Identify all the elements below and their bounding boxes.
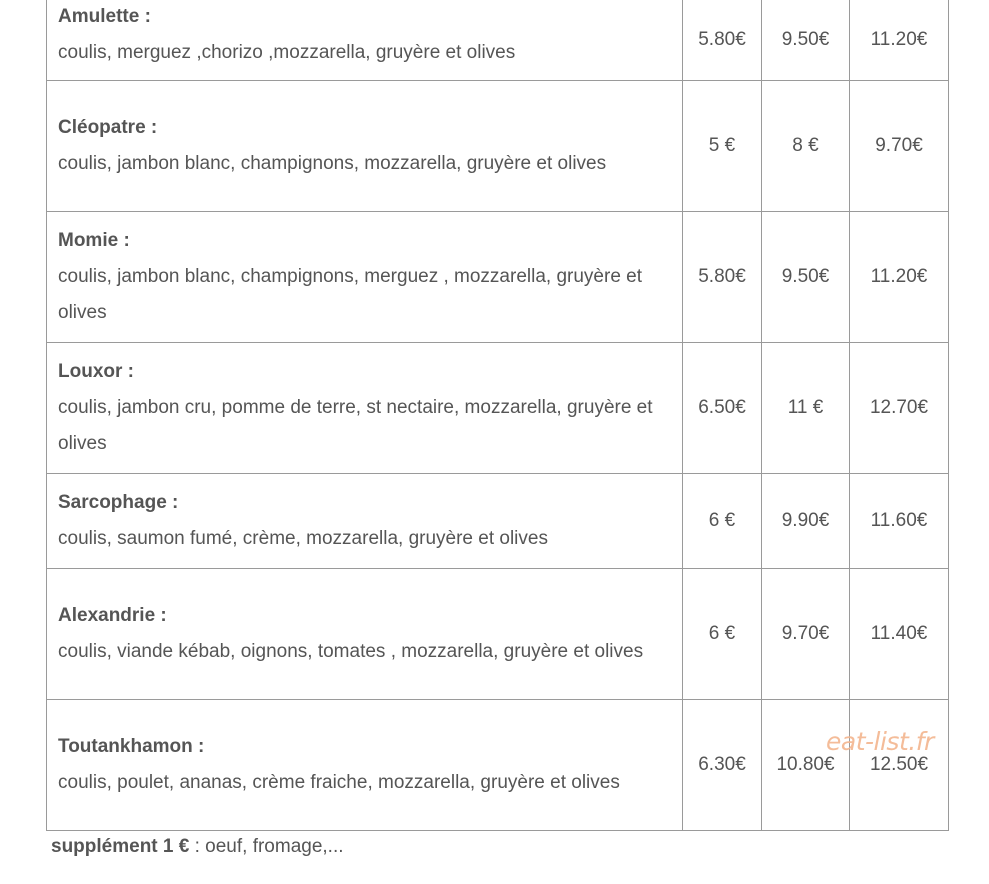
price-large: 12.70€ — [850, 343, 949, 474]
pizza-description-cell — [47, 0, 683, 81]
pizza-ingredients: coulis, saumon fumé, crème, mozzarella, gruyère et olives — [58, 528, 548, 549]
watermark: eat-list.fr — [826, 727, 934, 756]
price-large: 11.20€ — [850, 212, 949, 343]
pizza-description-cell — [47, 569, 683, 700]
pizza-name: Toutankhamon : — [58, 736, 205, 757]
pizza-ingredients: coulis, jambon blanc, champignons, mozzarella, gruyère et olives — [58, 153, 607, 174]
price-small: 5 € — [683, 81, 762, 212]
table-row — [47, 569, 949, 700]
price-medium: 9.50€ — [762, 212, 850, 343]
pizza-description-cell — [47, 212, 683, 343]
price-medium: 8 € — [762, 81, 850, 212]
price-large: 11.20€ — [850, 0, 949, 81]
price-large: 11.40€ — [850, 569, 949, 700]
pizza-description-cell — [47, 474, 683, 569]
price-small: 6 € — [683, 474, 762, 569]
supplement-note — [51, 836, 344, 858]
price-medium: 9.90€ — [762, 474, 850, 569]
pizza-name: Momie : — [58, 230, 130, 251]
price-small: 6.30€ — [683, 700, 762, 831]
pizza-name: Louxor : — [58, 361, 134, 382]
pizza-ingredients: coulis, viande kébab, oignons, tomates , mozzarella, gruyère et olives — [58, 641, 644, 662]
price-small: 5.80€ — [683, 0, 762, 81]
pizza-name: Amulette : — [58, 6, 151, 27]
table-row — [47, 700, 949, 831]
price-large: 12.50€ — [850, 700, 949, 831]
price-medium: 9.50€ — [762, 0, 850, 81]
pizza-ingredients: coulis, merguez ,chorizo ,mozzarella, gruyère et olives — [58, 42, 516, 63]
price-large: 9.70€ — [850, 81, 949, 212]
pizza-menu-table — [46, 0, 949, 831]
table-row — [47, 343, 949, 474]
price-medium: 9.70€ — [762, 569, 850, 700]
pizza-ingredients: coulis, poulet, ananas, crème fraiche, mozzarella, gruyère et olives — [58, 772, 620, 793]
pizza-description-cell — [47, 343, 683, 474]
table-row — [47, 0, 949, 81]
pizza-description-cell — [47, 700, 683, 831]
table-row — [47, 81, 949, 212]
price-small: 5.80€ — [683, 212, 762, 343]
pizza-ingredients: coulis, jambon cru, pomme de terre, st nectaire, mozzarella, gruyère et olives — [58, 397, 653, 454]
supplement-text: : oeuf, fromage,... — [189, 836, 344, 857]
pizza-name: Alexandrie : — [58, 605, 167, 626]
price-small: 6 € — [683, 569, 762, 700]
price-large: 11.60€ — [850, 474, 949, 569]
pizza-name: Cléopatre : — [58, 117, 158, 138]
table-row — [47, 212, 949, 343]
price-small: 6.50€ — [683, 343, 762, 474]
price-medium: 11 € — [762, 343, 850, 474]
supplement-label: supplément 1 € — [51, 836, 190, 857]
pizza-description-cell — [47, 81, 683, 212]
pizza-name: Sarcophage : — [58, 492, 179, 513]
price-medium: 10.80€ — [762, 700, 850, 831]
table-row — [47, 474, 949, 569]
pizza-ingredients: coulis, jambon blanc, champignons, merguez , mozzarella, gruyère et olives — [58, 266, 643, 323]
